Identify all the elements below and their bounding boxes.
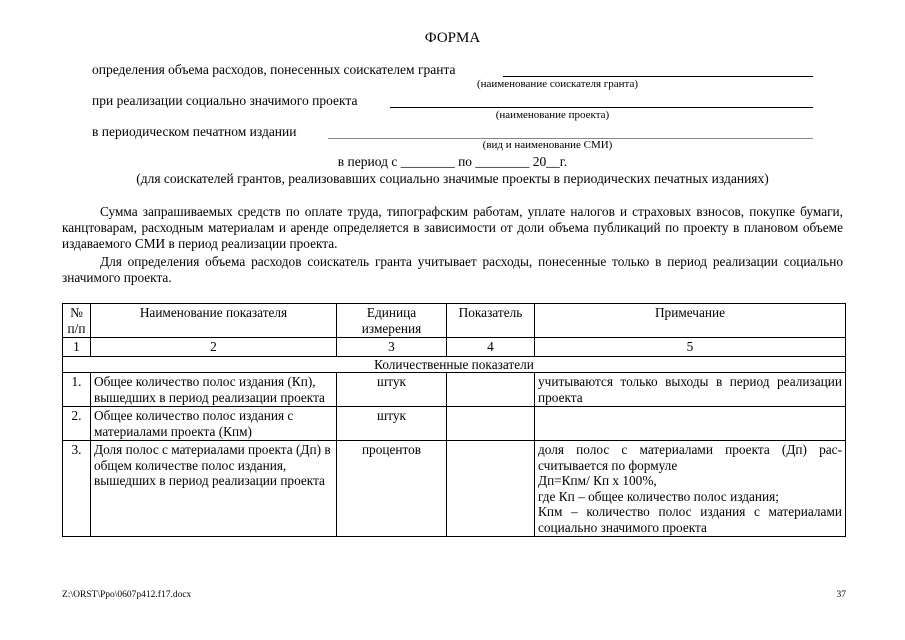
table-row xyxy=(63,373,846,407)
paragraph-expenses: Для определения объема расходов соискатель гранта учитывает расходы, понесенные только в период реализации социально значимого проекта. xyxy=(62,254,843,285)
paragraph-funds: Сумма запрашиваемых средств по оплате труда, типографским работам, уплате налогов и страховых взносов, покупке бумаги, канцтоварам, расходным материалам и аренде определяется в зависимости от доли объема публикаций по проекту в плановом объеме издаваемого СМИ в период реализации проекта. xyxy=(62,204,843,251)
row-name: Доля полос с материалами проекта (Дп) в общем количестве полос издания, вышедших в период реализации проекта xyxy=(91,441,337,537)
header-name: Наименование показателя xyxy=(91,304,337,338)
period-line: в период с ________ по ________ 20__г. xyxy=(337,154,568,169)
form-line-media: в периодическом печатном издании xyxy=(92,124,297,139)
column-number-row xyxy=(63,338,846,357)
header-unit: Единица измерения xyxy=(337,304,447,338)
section-row xyxy=(63,356,846,373)
form-line-project: при реализации социально значимого проекта xyxy=(92,93,358,108)
project-blank xyxy=(390,107,813,108)
row-note xyxy=(535,441,846,537)
applicant-caption: (наименование соискателя гранта) xyxy=(476,78,639,90)
applicability-note: (для соискателей грантов, реализовавших социально значимые проекты в периодических печатных изданиях) xyxy=(136,171,769,186)
media-caption: (вид и наименование СМИ) xyxy=(482,139,613,151)
row-value xyxy=(447,407,535,441)
row-number: 2. xyxy=(63,407,91,441)
note-formula: Дп=Кпм/ Кп х 100%, xyxy=(538,473,657,488)
form-line-applicant: определения объема расходов, понесенных соискателем гранта xyxy=(92,62,456,77)
row-note: учитываются только выходы в период реализации проекта xyxy=(535,373,846,407)
project-caption: (наименование проекта) xyxy=(495,109,610,121)
section-title: Количественные показатели xyxy=(63,356,846,373)
header-number: № п/п xyxy=(63,304,91,338)
page-number: 37 xyxy=(836,590,846,600)
row-value xyxy=(447,441,535,537)
column-number: 3 xyxy=(337,338,447,357)
table-row xyxy=(63,407,846,441)
header-note: Примечание xyxy=(535,304,846,338)
row-number: 3. xyxy=(63,441,91,537)
row-value xyxy=(447,373,535,407)
column-number: 1 xyxy=(63,338,91,357)
row-unit: процентов xyxy=(337,441,447,537)
row-name: Общее количество полос издания с материалами проекта (Кпм) xyxy=(91,407,337,441)
applicant-blank xyxy=(503,76,813,77)
row-unit: штук xyxy=(337,373,447,407)
row-name: Общее количество полос издания (Кп), вышедших в период реализации проекта xyxy=(91,373,337,407)
row-number: 1. xyxy=(63,373,91,407)
column-number: 4 xyxy=(447,338,535,357)
header-value: Показатель xyxy=(447,304,535,338)
form-title: ФОРМА xyxy=(424,30,481,46)
note-line: Кпм – количество полос издания с материалами социально значимого проекта xyxy=(538,504,842,535)
table-header-row xyxy=(63,304,846,338)
row-unit: штук xyxy=(337,407,447,441)
note-line: где Кп – общее количество полос издания; xyxy=(538,488,779,504)
column-number: 2 xyxy=(91,338,337,357)
note-line: доля полос с материалами проекта (Дп) рас-считывается по формуле xyxy=(538,442,842,473)
indicators-table xyxy=(62,303,846,537)
row-note xyxy=(535,407,846,441)
file-path: Z:\ORST\Ppo\0607p412.f17.docx xyxy=(62,590,192,600)
table-row xyxy=(63,441,846,537)
column-number: 5 xyxy=(535,338,846,357)
